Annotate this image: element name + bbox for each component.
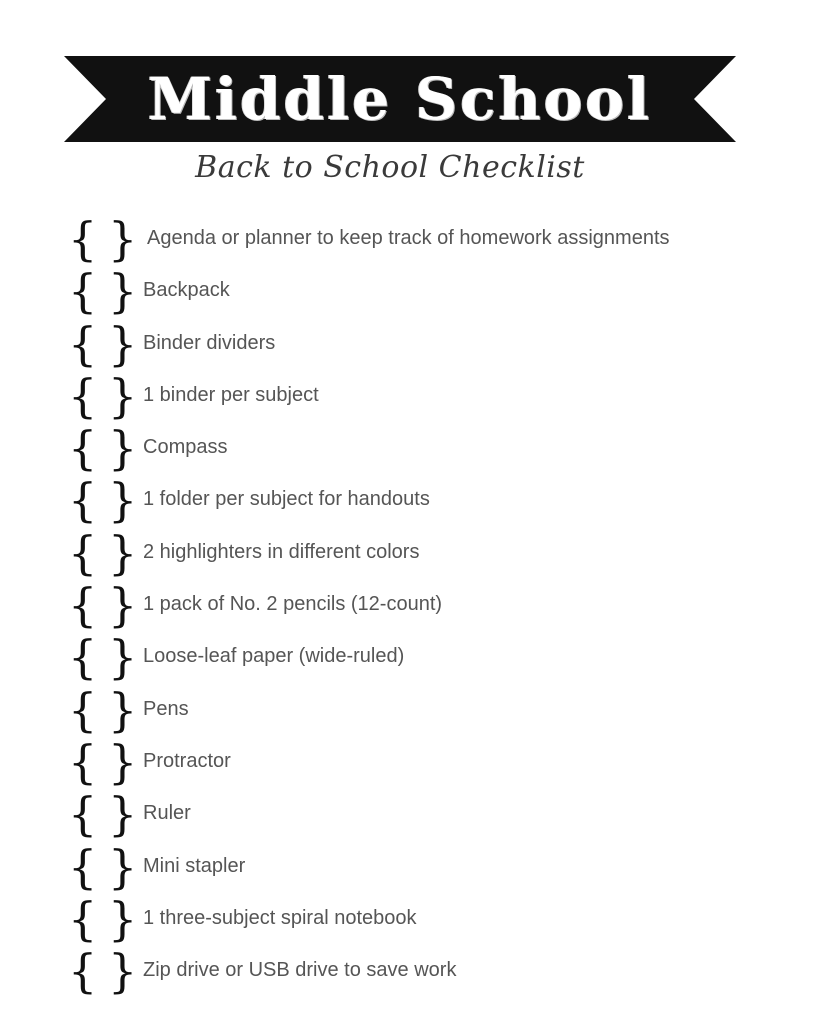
checklist-item-label: Agenda or planner to keep track of homework assignments [147,227,670,249]
checklist-item [64,787,784,843]
open-brace-icon: { [68,734,98,789]
open-brace-icon: { [68,944,98,999]
open-brace-icon: { [68,525,98,580]
open-brace-icon: { [68,212,98,266]
checklist-item-label: Mini stapler [143,854,246,877]
page-subtitle: Back to School Checklist [195,150,585,185]
checklist-item-label: Zip drive or USB drive to save work [143,959,457,982]
close-brace-icon: } [108,734,138,789]
checklist-item-label: 1 three-subject spiral notebook [143,906,417,929]
checklist-item [64,525,784,582]
checkbox[interactable] [64,891,138,946]
open-brace-icon: { [68,578,98,633]
title-banner [64,56,736,142]
checkbox[interactable] [64,630,138,685]
checklist-item-label: Compass [143,436,228,459]
open-brace-icon: { [68,264,98,319]
open-brace-icon: { [68,316,98,371]
open-brace-icon: { [68,473,98,528]
checklist-item-label: 1 pack of No. 2 pencils (12-count) [143,593,443,616]
close-brace-icon: } [108,212,138,266]
open-brace-icon: { [68,630,98,685]
checklist-item [64,891,784,948]
checklist-item-label: Ruler [143,802,191,825]
checklist-item-label: 2 highlighters in different colors [143,540,420,563]
checklist-item [64,421,784,477]
checkbox[interactable] [64,734,138,789]
close-brace-icon: } [108,525,138,580]
supply-checklist [64,212,784,1000]
close-brace-icon: } [108,368,138,423]
close-brace-icon: } [108,787,138,842]
checkbox[interactable] [64,264,138,319]
checklist-item-label: 1 folder per subject for handouts [143,488,430,511]
close-brace-icon: } [108,891,138,946]
close-brace-icon: } [108,630,138,685]
checkbox[interactable] [64,944,138,999]
checkbox[interactable] [64,368,138,423]
close-brace-icon: } [108,421,138,476]
page-title: Middle School [147,65,653,133]
close-brace-icon: } [108,473,138,528]
checkbox[interactable] [64,212,138,266]
close-brace-icon: } [108,578,138,633]
checklist-item [64,734,784,791]
checklist-item [64,630,784,686]
checklist-item [64,212,784,268]
checklist-item [64,473,784,529]
checklist-item-label: Loose-leaf paper (wide-ruled) [143,645,405,668]
close-brace-icon: } [108,682,138,737]
checklist-item-label: Binder dividers [143,331,276,354]
close-brace-icon: } [108,944,138,999]
open-brace-icon: { [68,682,98,737]
checklist-item-label: Protractor [143,749,231,772]
checkbox[interactable] [64,839,138,894]
checklist-item [64,578,784,634]
checklist-item [64,682,784,739]
checkbox[interactable] [64,421,138,476]
close-brace-icon: } [108,264,138,319]
checkbox[interactable] [64,787,138,842]
checklist-item [64,839,784,896]
open-brace-icon: { [68,368,98,423]
open-brace-icon: { [68,839,98,894]
checklist-item [64,264,784,320]
checkbox[interactable] [64,682,138,737]
open-brace-icon: { [68,421,98,476]
checkbox[interactable] [64,316,138,371]
checklist-item [64,316,784,373]
checklist-item [64,944,784,1000]
checklist-item-label: 1 binder per subject [143,383,319,406]
close-brace-icon: } [108,316,138,371]
checklist-item-label: Pens [143,697,189,720]
checklist-item-label: Backpack [143,279,230,302]
open-brace-icon: { [68,787,98,842]
checkbox[interactable] [64,525,138,580]
open-brace-icon: { [68,891,98,946]
checkbox[interactable] [64,473,138,528]
checklist-item [64,368,784,425]
close-brace-icon: } [108,839,138,894]
checkbox[interactable] [64,578,138,633]
